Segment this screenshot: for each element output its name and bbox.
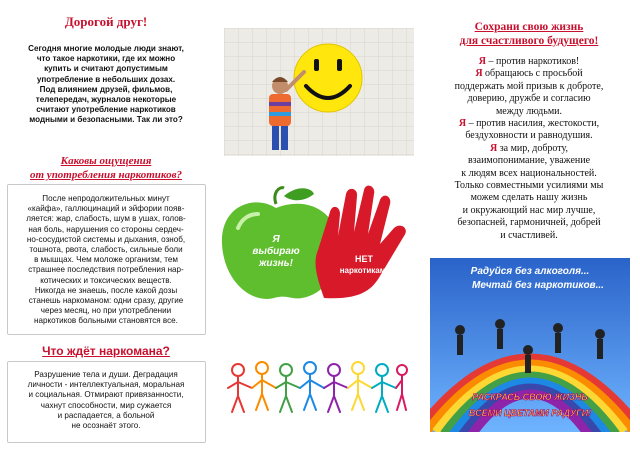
poster-bottom-line2: ВСЕМИ ЦВЕТАМИ РАДУГИ! [468,408,592,418]
poster-top-line1: Радуйся без алкоголя... [470,266,590,277]
kids-holding-hands-drawing [226,358,408,420]
smiley-wall-photo [224,28,414,156]
rainbow-poster [430,258,630,432]
logo-choose-line1: Я [272,234,280,245]
intro-paragraph: Сегодня многие молодые люди знают, что такое наркотики, где их можно купить и считают допустимым употребление в небольших дозах. Под влиянием друзей, фильмов, телепередач, журналов некоторые считают употребление наркотиков модными и безопасными. Так ли это? [28,44,184,125]
middle-column [212,0,418,449]
left-column [0,0,212,449]
feelings-paragraph: После непродолжительных минут «кайфа», галлюцинаций и эйфории появ- ляется: жар, слабость, шум в ушах, голов- ная боль, нарушения со стороны сердеч- но-сосудистой системы и дыхания, озноб, тошнота, рвота, слабость, сильные боли в мышцах. Чем моложе организм, тем страшнее последствия потребления нар- котических и токсических веществ. Никогда не знаешь, после какой дозы станешь наркоманом: одни сразу, другие через месяц, но при употреблении наркотиков больными становятся все. [26,194,186,326]
addict-paragraph: Разрушение тела и души. Деградация личности - интеллектуальная, моральная и социальная. Отмирают привязанности, чахнут способности, мир сужается и распадается, а больной не осознаёт этого. [27,370,185,431]
pledge-1: Я – против наркотиков! [478,56,580,67]
poster-bottom-line1: РАСКРАСЬ СВОЮ ЖИЗНЬ [472,392,588,402]
save-life-heading: Сохрани свою жизнь для счастливого будущего! [459,21,599,47]
pledge-2: Я обращаюсь с просьбой [475,68,583,80]
logo-no-line2: наркотикам! [339,266,389,275]
right-column [418,0,640,449]
poster-top-line2: Мечтай без наркотиков... [472,280,604,291]
choose-life-logo [214,184,416,306]
addict-future-heading: Что ждёт наркомана? [42,344,170,358]
logo-choose-line2: выбираю [252,246,300,257]
logo-no-line1: НЕТ [355,254,373,264]
feelings-heading: Каковы ощущения от употребления наркотиков? [30,155,182,181]
pledge-4: Я за мир, доброту, [489,142,569,154]
pledge-3: Я – против насилия, жестокости, [458,118,600,130]
greeting-title: Дорогой друг! [64,14,148,29]
logo-choose-line3: жизнь! [259,258,293,269]
pledges-block: Я – против наркотиков! Я обращаюсь с просьбой поддержать мой призыв к доброте, доверию, дружбе и согласию между людьми. Я – против насилия, жестокости, бездуховности и равнодушия. Я за мир, доброту, взаимопонимание, уважение к людям всех национальностей. Только совместными усилиями мы можем сделать нашу жизнь и окружающий нас мир лучше, безопасней, гармоничней, добрей и счастливей. [420,56,638,242]
